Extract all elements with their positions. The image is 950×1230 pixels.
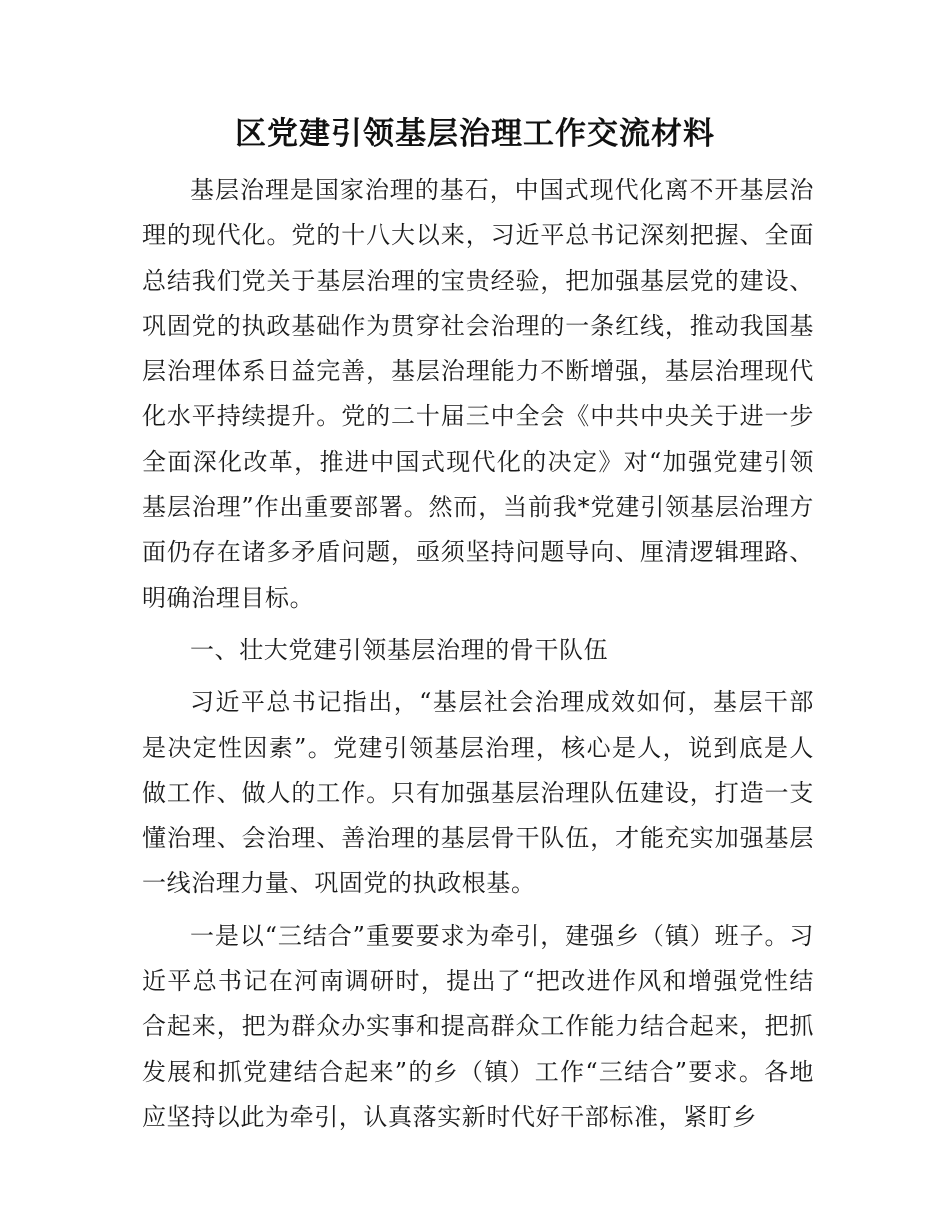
document-title: 区党建引领基层治理工作交流材料 xyxy=(235,116,715,152)
section-heading: 一、壮大党建引领基层治理的骨干队伍 xyxy=(190,635,609,664)
document-body xyxy=(142,168,814,1147)
point-paragraph: 一是以“三结合”重要要求为牵引，建强乡（镇）班子。习近平总书记在河南调研时，提出了“把改进作风和增强党性结合起来，把为群众办实事和提高群众工作能力结合起来，把抓发展和抓党建结合起来”的乡（镇）工作“三结合”要求。各地应坚持以此为牵引，认真落实新时代好干部标准，紧盯乡 xyxy=(142,921,814,1131)
section-paragraph: 习近平总书记指出，“基层社会治理成效如何，基层干部是决定性因素”。党建引领基层治理，核心是人，说到底是人做工作、做人的工作。只有加强基层治理队伍建设，打造一支懂治理、会治理、善治理的基层骨干队伍，才能充实加强基层一线治理力量、巩固党的执政根基。 xyxy=(142,688,814,898)
intro-paragraph: 基层治理是国家治理的基石，中国式现代化离不开基层治理的现代化。党的十八大以来，习近平总书记深刻把握、全面总结我们党关于基层治理的宝贵经验，把加强基层党的建设、巩固党的执政基础作为贯穿社会治理的一条红线，推动我国基层治理体系日益完善，基层治理能力不断增强，基层治理现代化水平持续提升。党的二十届三中全会《中共中央关于进一步全面深化改革，推进中国式现代化的决定》对“加强党建引领基层治理”作出重要部署。然而，当前我*党建引领基层治理方面仍存在诸多矛盾问题，亟须坚持问题导向、厘清逻辑理路、明确治理目标。 xyxy=(142,176,814,612)
